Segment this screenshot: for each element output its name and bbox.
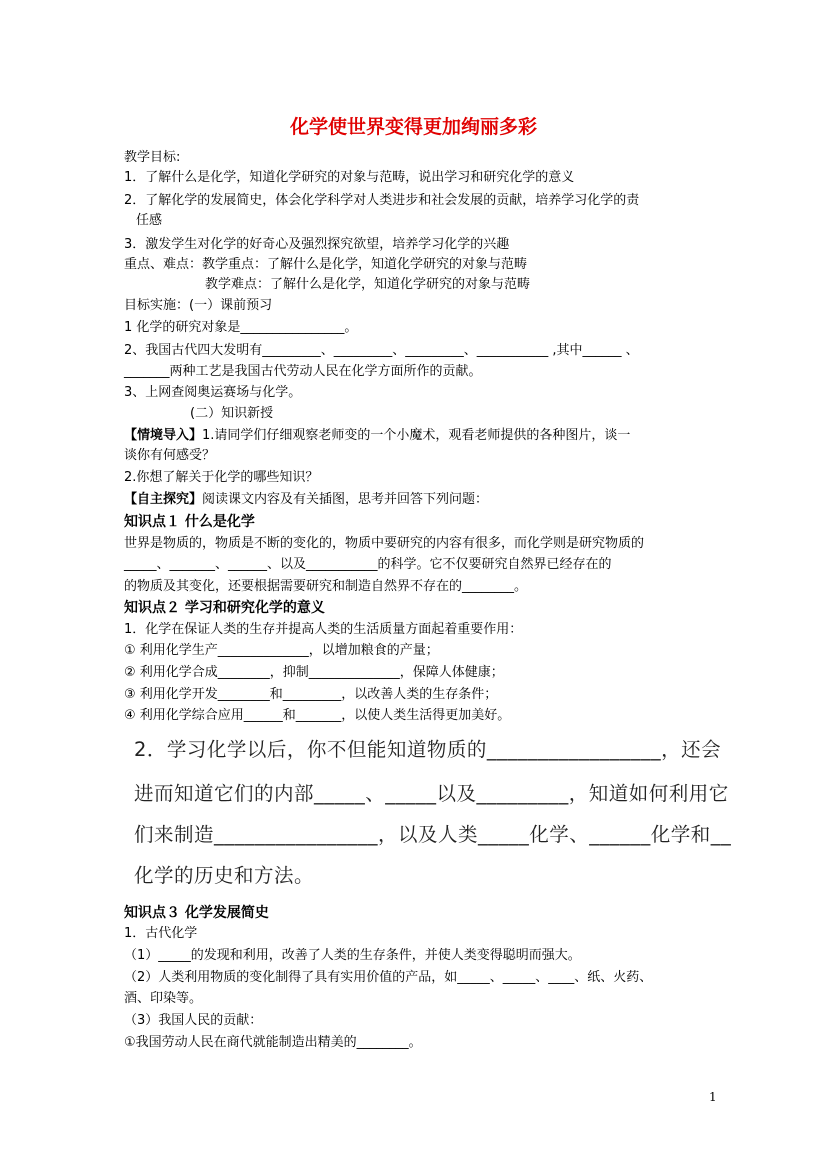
explore-text: 阅读课文内容及有关插图，思考并回答下列问题： [202,492,489,507]
section-2-heading: 知识点２ 学习和研究化学的意义 [124,600,325,616]
explore-line [124,492,488,508]
section-3-item-3-1: ①我国劳动人民在商代就能制造出精美的________。 [124,1035,422,1050]
section-2-circle-4: ④ 利用化学综合应用______和_______，以使人类生活得更加美好。 [124,708,511,723]
preview-q2: 2、我国古代四大发明有_________、_________、_________、___________ ,其中______ 、 [124,343,639,358]
section-3-item-2-cont: 酒、印染等。 [124,991,203,1006]
section-3-item-1: （1）_____的发现和利用，改善了人类的生存条件，并使人类变得聪明而强大。 [124,948,581,963]
preview-q3: 3、上网查阅奥运赛场与化学。 [124,385,302,400]
section-1-text-1: 世界是物质的，物质是不断的变化的，物质中要研究的内容有很多，而化学则是研究物质的 [124,536,645,551]
new-knowledge-heading: (二）知识新授 [190,406,274,421]
intro-line-cont: 谈你有何感受？ [124,448,216,463]
implementation-heading: 目标实施：(一）课前预习 [124,298,273,313]
intro-label: 【情境导入】 [124,428,203,443]
section-3-heading: 知识点３ 化学发展简史 [124,905,269,921]
big-text-4: 化学的历史和方法。 [134,864,315,887]
objectives-heading: 教学目标: [124,150,181,165]
preview-q1: 1 化学的研究对象是________________。 [124,320,358,335]
document-title: 化学使世界变得更加绚丽多彩 [289,116,537,138]
page-number: 1 [709,1090,717,1104]
objective-3: 3．激发学生对化学的好奇心及强烈探究欲望，培养学习化学的兴趣 [124,237,510,252]
section-2-circle-3: ③ 利用化学开发________和_________，以改善人类的生存条件； [124,687,498,702]
intro-q2: 2.你想了解关于化学的哪些知识？ [124,470,319,485]
intro-line [124,428,630,444]
big-text-1: 2．学习化学以后，你不但能知道物质的_________________，还会 [134,738,722,761]
section-2-circle-2: ② 利用化学合成________，抑制______________，保障人体健康； [124,665,504,680]
explore-label: 【自主探究】 [124,492,203,507]
section-3-sub: 1．古代化学 [124,926,198,941]
key-points: 重点、难点：教学重点：了解什么是化学，知道化学研究的对象与范畴 [124,257,528,272]
section-3-item-3: （3）我国人民的贡献： [124,1013,263,1028]
big-text-3: 们来制造________________，以及人类_____化学、______化学和__ [134,823,732,846]
section-1-text-2: _____、_______、______、以及___________的科学。它不仅要研究自然界已经存在的 [124,557,612,572]
objective-1: 1．了解什么是化学，知道化学研究的对象与范畴，说出学习和研究化学的意义 [124,170,575,185]
section-2-circle-1: ① 利用化学生产______________，以增加粮食的产量； [124,643,439,658]
objective-2: 2．了解化学的发展简史，体会化学科学对人类进步和社会发展的贡献，培养学习化学的责 [124,193,640,208]
section-2-item-1: 1．化学在保证人类的生存并提高人类的生活质量方面起着重要作用： [124,622,523,637]
section-1-heading: 知识点１ 什么是化学 [124,514,255,530]
objective-2-cont: 任感 [136,213,163,228]
intro-text: 1.请同学们仔细观察老师变的一个小魔术，观看老师提供的各种图片，谈一 [202,428,631,443]
section-1-text-3: 的物质及其变化，还要根据需要研究和制造自然界不存在的________。 [124,579,528,594]
big-text-2: 进而知道它们的内部_____、_____以及_________，知道如何利用它 [134,782,729,805]
difficult-points: 教学难点：了解什么是化学，知道化学研究的对象与范畴 [205,277,531,292]
section-3-item-2: （2）人类利用物质的变化制得了具有实用价值的产品，如_____、_____、____、纸、火药、 [124,970,653,985]
preview-q2-cont: _______两种工艺是我国古代劳动人民在化学方面所作的贡献。 [124,364,482,379]
